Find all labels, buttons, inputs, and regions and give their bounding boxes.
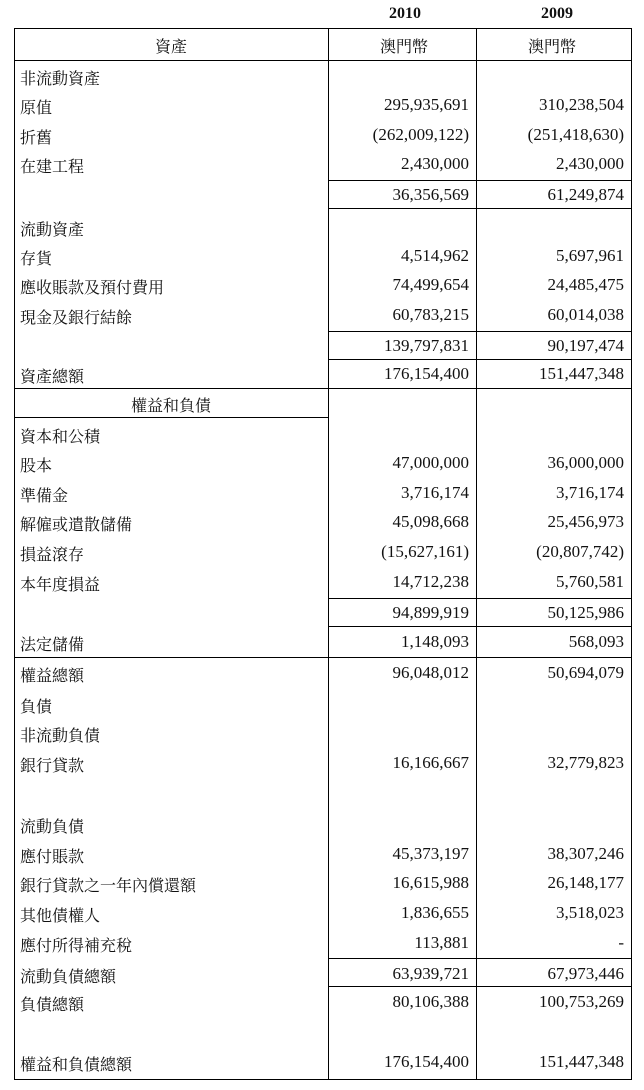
table-row xyxy=(14,213,632,243)
value-2010: 36,356,569 xyxy=(392,185,469,204)
table-row xyxy=(14,988,632,1018)
subtotal-rule xyxy=(328,359,632,360)
row-label: 權益總額 xyxy=(20,666,85,685)
table-row xyxy=(14,271,632,301)
value-2009: - xyxy=(618,933,624,952)
subtotal-rule xyxy=(328,331,632,332)
row-label: 其他債權人 xyxy=(20,906,101,925)
value-2010: 1,148,093 xyxy=(401,632,469,651)
year-2010-header: 2010 xyxy=(389,5,421,22)
row-label: 應付所得補充稅 xyxy=(20,936,133,955)
value-2009: 36,000,000 xyxy=(547,453,624,472)
table-row xyxy=(14,929,632,959)
row-label: 銀行貸款 xyxy=(20,756,85,775)
table-row xyxy=(14,628,632,658)
table-row xyxy=(14,538,632,568)
value-2010: 45,373,197 xyxy=(392,844,469,863)
table-row xyxy=(14,659,632,689)
value-2009: 32,779,823 xyxy=(547,753,624,772)
row-label: 銀行貸款之一年內償還額 xyxy=(20,876,197,895)
value-2010: 4,514,962 xyxy=(401,246,469,265)
table-row xyxy=(14,121,632,151)
row-label: 原值 xyxy=(20,98,53,117)
row-label: 流動資產 xyxy=(20,220,85,239)
row-label: 非流動負債 xyxy=(20,726,101,745)
row-label: 在建工程 xyxy=(20,157,85,176)
table-row xyxy=(14,899,632,929)
value-2009: (20,807,742) xyxy=(536,542,624,561)
row-label: 流動負債 xyxy=(20,817,85,836)
column-header-row xyxy=(14,29,632,59)
table-row xyxy=(14,181,632,211)
value-2010: 74,499,654 xyxy=(392,275,469,294)
value-2010: 47,000,000 xyxy=(392,453,469,472)
table-row xyxy=(14,420,632,450)
row-label: 折舊 xyxy=(20,128,53,147)
row-label: 準備金 xyxy=(20,486,69,505)
header-rule xyxy=(14,60,632,61)
row-label: 資產總額 xyxy=(20,367,85,386)
table-row xyxy=(14,1048,632,1078)
value-2009: 25,456,973 xyxy=(547,512,624,531)
table-row xyxy=(14,599,632,629)
subtotal-rule xyxy=(328,180,632,181)
value-2009: 151,447,348 xyxy=(539,364,624,383)
table-row xyxy=(14,568,632,598)
row-label: 權益和負債總額 xyxy=(20,1055,133,1074)
value-2009: 3,518,023 xyxy=(556,903,624,922)
table-row xyxy=(14,840,632,870)
table-row xyxy=(14,508,632,538)
row-label: 資本和公積 xyxy=(20,427,101,446)
value-2010: 45,098,668 xyxy=(392,512,469,531)
subtotal-rule xyxy=(328,986,632,987)
value-2009: 568,093 xyxy=(568,632,624,651)
value-2010: 16,166,667 xyxy=(392,753,469,772)
value-2010: (15,627,161) xyxy=(381,542,469,561)
subtotal-rule xyxy=(328,598,632,599)
table-row xyxy=(14,91,632,121)
table-row xyxy=(14,479,632,509)
value-2010: 2,430,000 xyxy=(401,154,469,173)
value-2009: 50,125,986 xyxy=(547,603,624,622)
value-2009: 3,716,174 xyxy=(556,483,624,502)
row-label: 本年度損益 xyxy=(20,575,101,594)
value-2010: 295,935,691 xyxy=(384,95,469,114)
value-2010: 16,615,988 xyxy=(392,873,469,892)
row-label: 存貨 xyxy=(20,249,53,268)
row-label: 負債 xyxy=(20,697,53,716)
row-label: 應付賬款 xyxy=(20,847,85,866)
table-row xyxy=(14,449,632,479)
value-2009: 90,197,474 xyxy=(547,336,624,355)
table-row xyxy=(14,389,632,419)
assets-column-header: 資產 xyxy=(154,37,187,56)
value-2009: 50,694,079 xyxy=(547,663,624,682)
value-2009: 67,973,446 xyxy=(547,964,624,983)
table-row xyxy=(14,150,632,180)
value-2010: 60,783,215 xyxy=(392,305,469,324)
value-2010: 14,712,238 xyxy=(392,572,469,591)
value-2010: 176,154,400 xyxy=(384,364,469,383)
value-2009: 100,753,269 xyxy=(539,992,624,1011)
table-row xyxy=(14,301,632,331)
value-2010: 63,939,721 xyxy=(392,964,469,983)
row-label: 損益滾存 xyxy=(20,545,85,564)
row-label: 解僱或遣散儲備 xyxy=(20,515,133,534)
row-label: 應收賬款及預付費用 xyxy=(20,278,165,297)
table-row xyxy=(14,690,632,720)
subtotal-rule xyxy=(328,208,632,209)
total-assets-rule xyxy=(14,388,632,389)
row-label: 股本 xyxy=(20,456,53,475)
row-label: 流動負債總額 xyxy=(20,967,117,986)
value-2009: 24,485,475 xyxy=(547,275,624,294)
row-label: 現金及銀行結餘 xyxy=(20,308,133,327)
value-2010: 96,048,012 xyxy=(392,663,469,682)
table-row xyxy=(14,810,632,840)
row-label: 非流動資產 xyxy=(20,69,101,88)
value-2010: 113,881 xyxy=(414,933,469,952)
value-2009: 61,249,874 xyxy=(547,185,624,204)
value-2009: 2,430,000 xyxy=(556,154,624,173)
value-2010: 139,797,831 xyxy=(384,336,469,355)
row-label: 權益和負債 xyxy=(130,396,211,415)
subtotal-rule xyxy=(328,958,632,959)
currency-2010-header: 澳門幣 xyxy=(379,37,428,56)
value-2009: 5,697,961 xyxy=(556,246,624,265)
table-row xyxy=(14,62,632,92)
value-2009: 26,148,177 xyxy=(547,873,624,892)
table-row xyxy=(14,869,632,899)
value-2009: 310,238,504 xyxy=(539,95,624,114)
table-row xyxy=(14,719,632,749)
subtotal-rule xyxy=(328,626,632,627)
year-2009-header: 2009 xyxy=(541,5,573,22)
row-label: 負債總額 xyxy=(20,995,85,1014)
value-2010: 3,716,174 xyxy=(401,483,469,502)
table-row xyxy=(14,749,632,779)
section-header-rule xyxy=(14,417,328,418)
value-2010: 176,154,400 xyxy=(384,1052,469,1071)
value-2009: 60,014,038 xyxy=(547,305,624,324)
value-2009: 5,760,581 xyxy=(556,572,624,591)
value-2009: (251,418,630) xyxy=(527,125,624,144)
row-label: 法定儲備 xyxy=(20,635,85,654)
value-2010: 94,899,919 xyxy=(392,603,469,622)
table-row xyxy=(14,360,632,390)
value-2010: (262,009,122) xyxy=(372,125,469,144)
currency-2009-header: 澳門幣 xyxy=(527,37,576,56)
value-2009: 38,307,246 xyxy=(547,844,624,863)
table-row xyxy=(14,242,632,272)
value-2010: 80,106,388 xyxy=(392,992,469,1011)
table-row xyxy=(14,332,632,362)
value-2010: 1,836,655 xyxy=(401,903,469,922)
subtotal-rule xyxy=(14,657,632,658)
value-2009: 151,447,348 xyxy=(539,1052,624,1071)
